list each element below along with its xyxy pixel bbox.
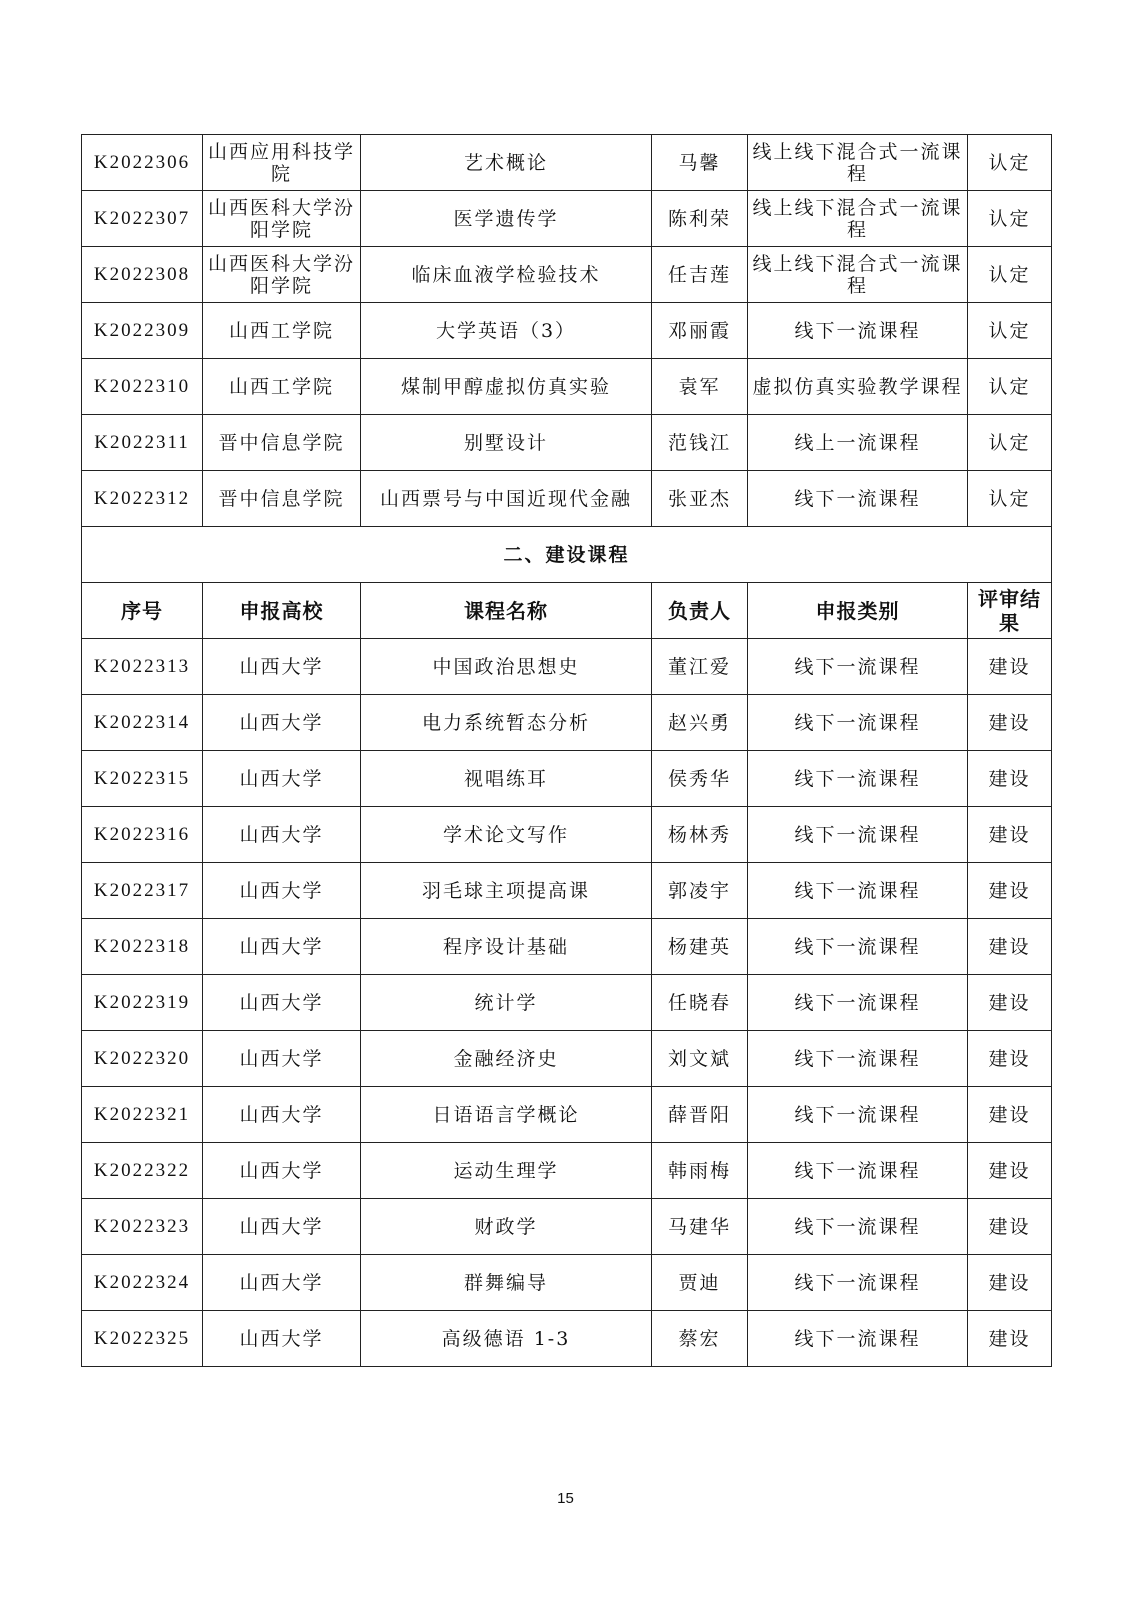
table-row (82, 975, 1052, 1031)
cell-id: K2022318 (82, 919, 203, 975)
header-result: 评审结果 (968, 583, 1052, 639)
table-row (82, 1311, 1052, 1367)
cell-id: K2022325 (82, 1311, 203, 1367)
cell-id: K2022322 (82, 1143, 203, 1199)
cell-school: 山西大学 (203, 695, 361, 751)
table-row (82, 807, 1052, 863)
cell-course: 财政学 (361, 1199, 652, 1255)
table-row (82, 1031, 1052, 1087)
header-id: 序号 (82, 583, 203, 639)
cell-leader: 马建华 (652, 1199, 748, 1255)
cell-category: 线下一流课程 (748, 919, 968, 975)
cell-leader: 陈利荣 (652, 191, 748, 247)
cell-id: K2022309 (82, 303, 203, 359)
cell-leader: 任晓春 (652, 975, 748, 1031)
construction-courses-rows (82, 639, 1052, 1367)
cell-id: K2022317 (82, 863, 203, 919)
cell-result: 认定 (968, 191, 1052, 247)
cell-leader: 侯秀华 (652, 751, 748, 807)
cell-school: 晋中信息学院 (203, 415, 361, 471)
cell-category: 线下一流课程 (748, 807, 968, 863)
cell-school: 山西工学院 (203, 359, 361, 415)
cell-leader: 韩雨梅 (652, 1143, 748, 1199)
cell-course: 群舞编导 (361, 1255, 652, 1311)
cell-leader: 董江爱 (652, 639, 748, 695)
cell-id: K2022307 (82, 191, 203, 247)
cell-school: 山西大学 (203, 1031, 361, 1087)
cell-school: 山西大学 (203, 807, 361, 863)
cell-id: K2022308 (82, 247, 203, 303)
cell-category: 线下一流课程 (748, 975, 968, 1031)
cell-school: 山西工学院 (203, 303, 361, 359)
cell-id: K2022323 (82, 1199, 203, 1255)
cell-course: 金融经济史 (361, 1031, 652, 1087)
cell-result: 建设 (968, 1143, 1052, 1199)
header-school: 申报高校 (203, 583, 361, 639)
cell-school: 山西大学 (203, 863, 361, 919)
table-header-row (82, 583, 1052, 639)
cell-category: 线下一流课程 (748, 1031, 968, 1087)
cell-category: 线下一流课程 (748, 1311, 968, 1367)
cell-leader: 蔡宏 (652, 1311, 748, 1367)
cell-school: 山西大学 (203, 1087, 361, 1143)
cell-result: 建设 (968, 1199, 1052, 1255)
cell-id: K2022321 (82, 1087, 203, 1143)
cell-leader: 邓丽霞 (652, 303, 748, 359)
cell-course: 视唱练耳 (361, 751, 652, 807)
cell-course: 高级德语 1-3 (361, 1311, 652, 1367)
table-row (82, 751, 1052, 807)
cell-school: 山西医科大学汾阳学院 (203, 191, 361, 247)
cell-result: 建设 (968, 695, 1052, 751)
cell-result: 建设 (968, 1311, 1052, 1367)
cell-leader: 范钱江 (652, 415, 748, 471)
cell-id: K2022319 (82, 975, 203, 1031)
cell-course: 山西票号与中国近现代金融 (361, 471, 652, 527)
table-row (82, 135, 1052, 191)
cell-course: 统计学 (361, 975, 652, 1031)
cell-course: 日语语言学概论 (361, 1087, 652, 1143)
cell-course: 临床血液学检验技术 (361, 247, 652, 303)
cell-leader: 杨林秀 (652, 807, 748, 863)
cell-category: 线下一流课程 (748, 1143, 968, 1199)
cell-school: 晋中信息学院 (203, 471, 361, 527)
table-row (82, 863, 1052, 919)
cell-id: K2022315 (82, 751, 203, 807)
cell-category: 线上线下混合式一流课程 (748, 135, 968, 191)
cell-course: 中国政治思想史 (361, 639, 652, 695)
table-row (82, 415, 1052, 471)
cell-course: 医学遗传学 (361, 191, 652, 247)
cell-id: K2022313 (82, 639, 203, 695)
header-leader: 负责人 (652, 583, 748, 639)
table-row (82, 359, 1052, 415)
cell-category: 线下一流课程 (748, 471, 968, 527)
header-category: 申报类别 (748, 583, 968, 639)
table-row (82, 1199, 1052, 1255)
cell-school: 山西大学 (203, 1143, 361, 1199)
cell-school: 山西大学 (203, 1255, 361, 1311)
cell-course: 煤制甲醇虚拟仿真实验 (361, 359, 652, 415)
cell-leader: 郭凌宇 (652, 863, 748, 919)
cell-leader: 薛晋阳 (652, 1087, 748, 1143)
header-course: 课程名称 (361, 583, 652, 639)
cell-result: 建设 (968, 1255, 1052, 1311)
cell-result: 认定 (968, 415, 1052, 471)
cell-result: 建设 (968, 919, 1052, 975)
cell-school: 山西大学 (203, 1311, 361, 1367)
cell-course: 学术论文写作 (361, 807, 652, 863)
table-row (82, 191, 1052, 247)
approved-courses-section (82, 135, 1052, 527)
cell-result: 建设 (968, 975, 1052, 1031)
cell-category: 线下一流课程 (748, 1087, 968, 1143)
cell-school: 山西大学 (203, 975, 361, 1031)
cell-category: 线下一流课程 (748, 1199, 968, 1255)
cell-result: 认定 (968, 303, 1052, 359)
cell-result: 建设 (968, 639, 1052, 695)
cell-school: 山西大学 (203, 919, 361, 975)
cell-result: 建设 (968, 1031, 1052, 1087)
cell-leader: 袁军 (652, 359, 748, 415)
cell-leader: 马馨 (652, 135, 748, 191)
table-row (82, 1255, 1052, 1311)
cell-leader: 刘文斌 (652, 1031, 748, 1087)
cell-result: 认定 (968, 471, 1052, 527)
cell-leader: 任吉莲 (652, 247, 748, 303)
cell-category: 线上线下混合式一流课程 (748, 247, 968, 303)
cell-course: 别墅设计 (361, 415, 652, 471)
cell-category: 虚拟仿真实验教学课程 (748, 359, 968, 415)
cell-school: 山西医科大学汾阳学院 (203, 247, 361, 303)
cell-category: 线下一流课程 (748, 1255, 968, 1311)
cell-result: 建设 (968, 807, 1052, 863)
cell-id: K2022310 (82, 359, 203, 415)
table-row (82, 471, 1052, 527)
cell-id: K2022312 (82, 471, 203, 527)
cell-category: 线下一流课程 (748, 863, 968, 919)
cell-course: 艺术概论 (361, 135, 652, 191)
cell-leader: 赵兴勇 (652, 695, 748, 751)
cell-school: 山西大学 (203, 639, 361, 695)
cell-category: 线下一流课程 (748, 695, 968, 751)
cell-result: 建设 (968, 863, 1052, 919)
cell-category: 线下一流课程 (748, 751, 968, 807)
cell-course: 程序设计基础 (361, 919, 652, 975)
cell-course: 电力系统暂态分析 (361, 695, 652, 751)
table-row (82, 919, 1052, 975)
cell-id: K2022314 (82, 695, 203, 751)
section-title-row (82, 527, 1052, 583)
cell-result: 建设 (968, 751, 1052, 807)
table-row (82, 303, 1052, 359)
cell-school: 山西大学 (203, 751, 361, 807)
cell-course: 大学英语（3） (361, 303, 652, 359)
cell-id: K2022316 (82, 807, 203, 863)
cell-school: 山西大学 (203, 1199, 361, 1255)
cell-leader: 杨建英 (652, 919, 748, 975)
table-row (82, 1087, 1052, 1143)
section-title: 二、建设课程 (82, 527, 1052, 583)
cell-id: K2022320 (82, 1031, 203, 1087)
construction-courses-section (82, 527, 1052, 639)
cell-leader: 张亚杰 (652, 471, 748, 527)
cell-category: 线上一流课程 (748, 415, 968, 471)
cell-id: K2022311 (82, 415, 203, 471)
table-row (82, 247, 1052, 303)
table-row (82, 639, 1052, 695)
cell-result: 建设 (968, 1087, 1052, 1143)
cell-course: 羽毛球主项提高课 (361, 863, 652, 919)
course-table (81, 134, 1052, 1367)
cell-result: 认定 (968, 359, 1052, 415)
cell-school: 山西应用科技学院 (203, 135, 361, 191)
cell-category: 线下一流课程 (748, 303, 968, 359)
cell-course: 运动生理学 (361, 1143, 652, 1199)
cell-category: 线下一流课程 (748, 639, 968, 695)
cell-id: K2022324 (82, 1255, 203, 1311)
table-row (82, 1143, 1052, 1199)
cell-result: 认定 (968, 247, 1052, 303)
cell-category: 线上线下混合式一流课程 (748, 191, 968, 247)
cell-leader: 贾迪 (652, 1255, 748, 1311)
cell-id: K2022306 (82, 135, 203, 191)
cell-result: 认定 (968, 135, 1052, 191)
table-row (82, 695, 1052, 751)
page-number: 15 (557, 1490, 574, 1507)
